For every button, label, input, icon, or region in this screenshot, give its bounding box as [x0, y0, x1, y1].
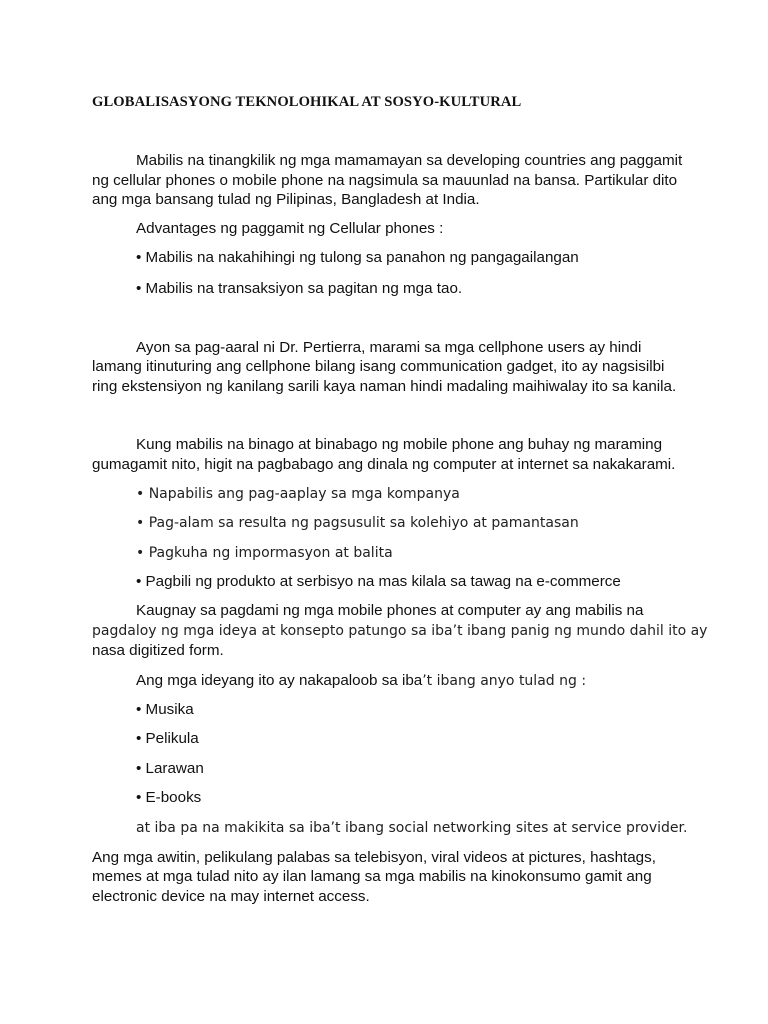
- paragraph-line: ng cellular phones o mobile phone na nagsimula sa mauunlad na bansa. Partikular dito: [92, 172, 678, 189]
- paragraph-line: electronic device na may internet access.: [92, 888, 370, 905]
- paragraph-line: lamang itinuturing ang cellphone bilang isang communication gadget, ito ay nagsisilbi: [92, 358, 665, 375]
- bullet-item: • Larawan: [136, 760, 204, 777]
- bullet-item: • Pag-alam sa resulta ng pagsusulit sa kolehiyo at pamantasan: [136, 515, 579, 531]
- paragraph-line: ring ekstensiyon ng kanilang sarili kaya naman hindi madaling maihiwalay ito sa kanila.: [92, 378, 677, 395]
- paragraph-line: nasa digitized form.: [92, 642, 224, 659]
- advantages-heading: Advantages ng paggamit ng Cellular phones :: [136, 220, 444, 237]
- paragraph-line: at iba pa na makikita sa iba’t ibang social networking sites at service provider.: [136, 820, 688, 836]
- bullet-item: • Pelikula: [136, 730, 199, 747]
- bullet-item: • Mabilis na nakahihingi ng tulong sa panahon ng pangagailangan: [136, 249, 579, 266]
- bullet-item: • Pagkuha ng impormasyon at balita: [136, 545, 393, 561]
- paragraph-line: Mabilis na tinangkilik ng mga mamamayan sa developing countries ang paggamit: [136, 152, 683, 169]
- paragraph-line: pagdaloy ng mga ideya at konsepto patungo sa iba’t ibang panig ng mundo dahil ito ay: [92, 623, 708, 639]
- bullet-item: • E-books: [136, 789, 202, 806]
- paragraph-line: Ayon sa pag-aaral ni Dr. Pertierra, marami sa mga cellphone users ay hindi: [136, 339, 642, 356]
- bullet-item: • Mabilis na transaksiyon sa pagitan ng mga tao.: [136, 280, 463, 297]
- paragraph-line: Kaugnay sa pagdami ng mga mobile phones at computer ay ang mabilis na: [136, 602, 644, 619]
- paragraph-line: gumagamit nito, higit na pagbabago ang dinala ng computer at internet sa nakakarami.: [92, 456, 676, 473]
- paragraph-line: ang mga bansang tulad ng Pilipinas, Bangladesh at India.: [92, 191, 480, 208]
- document-title: GLOBALISASYONG TEKNOLOHIKAL AT SOSYO-KULTURAL: [92, 94, 522, 110]
- forms-heading: [136, 671, 586, 691]
- bullet-item: • Napabilis ang pag-aaplay sa mga kompanya: [136, 486, 460, 502]
- bullet-item: • Musika: [136, 701, 194, 718]
- paragraph-line: Kung mabilis na binago at binabago ng mobile phone ang buhay ng maraming: [136, 436, 663, 453]
- paragraph-line: Ang mga awitin, pelikulang palabas sa telebisyon, viral videos at pictures, hashtags,: [92, 849, 656, 866]
- forms-heading-part: ’t ibang anyo tulad ng :: [422, 673, 587, 689]
- paragraph-line: memes at mga tulad nito ay ilan lamang sa mga mabilis na kinokonsumo gamit ang: [92, 868, 652, 885]
- bullet-item: • Pagbili ng produkto at serbisyo na mas kilala sa tawag na e-commerce: [136, 573, 621, 590]
- forms-heading-part: Ang mga ideyang ito ay nakapaloob sa iba: [136, 672, 423, 689]
